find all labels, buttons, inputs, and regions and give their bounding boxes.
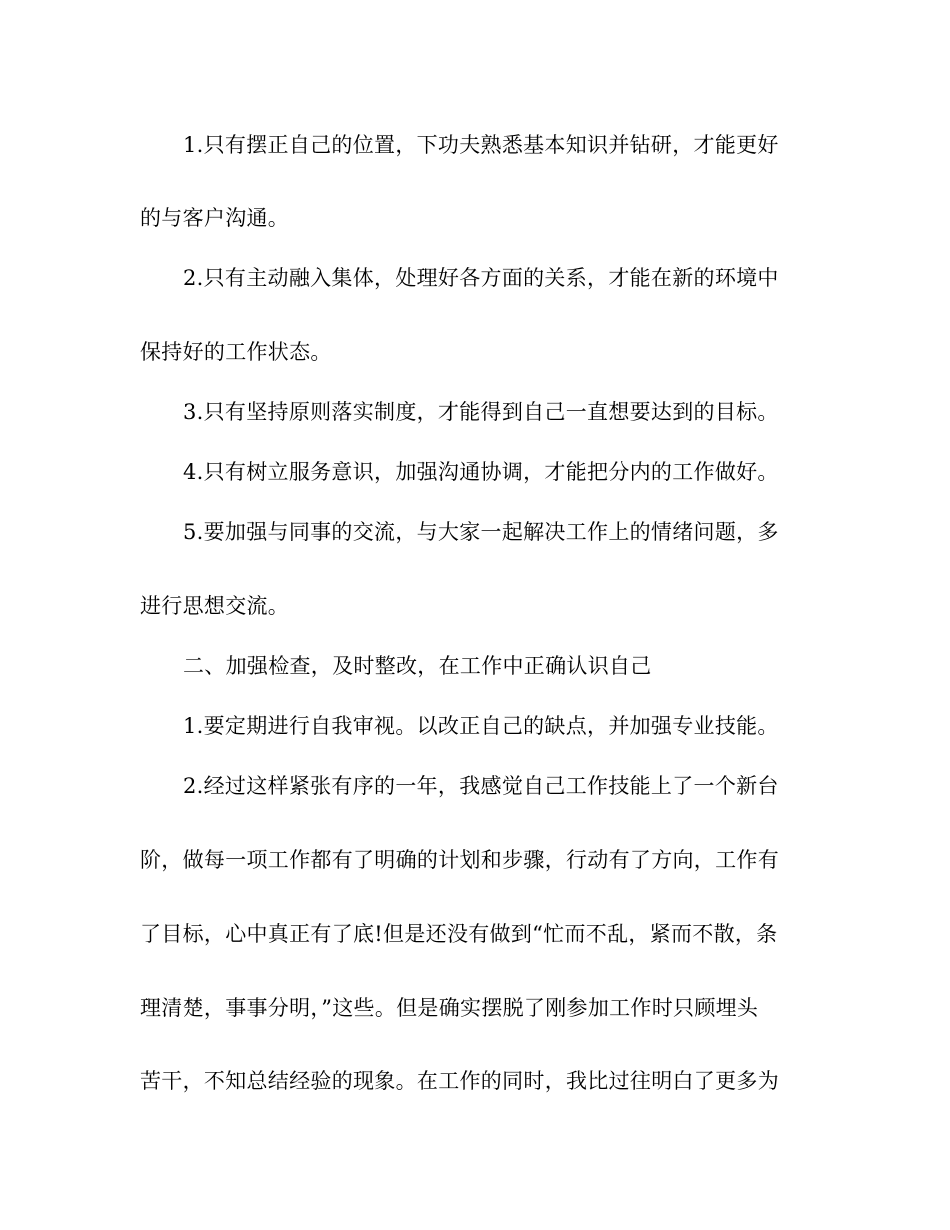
paragraph-line: 苦干，不知总结经验的现象。在工作的同时，我比过往明白了更多为 xyxy=(140,1069,779,1093)
paragraph-line: 的与客户沟通。 xyxy=(140,206,290,230)
paragraph-line: 5.要加强与同事的交流，与大家一起解决工作上的情绪问题，多 xyxy=(183,520,779,544)
paragraph-line: 3.只有坚持原则落实制度，才能得到自己一直想要达到的目标。 xyxy=(183,400,779,424)
paragraph-line: 进行思想交流。 xyxy=(140,594,290,618)
paragraph-line: 2.只有主动融入集体，处理好各方面的关系，才能在新的环境中 xyxy=(183,266,779,290)
paragraph-line: 了目标，心中真正有了底!但是还没有做到“忙而不乱，紧而不散，条 xyxy=(140,922,778,946)
paragraph-line: 保持好的工作状态。 xyxy=(140,340,332,364)
paragraph-line: 阶，做每一项工作都有了明确的计划和步骤，行动有了方向，工作有 xyxy=(140,848,779,872)
section-heading: 二、加强检查，及时整改，在工作中正确认识自己 xyxy=(183,654,652,678)
paragraph-line: 2.经过这样紧张有序的一年，我感觉自己工作技能上了一个新台 xyxy=(183,774,779,798)
paragraph-line: 1.要定期进行自我审视。以改正自己的缺点，并加强专业技能。 xyxy=(183,714,779,738)
paragraph-line: 理清楚，事事分明，”这些。但是确实摆脱了刚参加工作时只顾埋头 xyxy=(140,996,759,1020)
paragraph-line: 4.只有树立服务意识，加强沟通协调，才能把分内的工作做好。 xyxy=(183,460,779,484)
paragraph-line: 1.只有摆正自己的位置，下功夫熟悉基本知识并钻研，才能更好 xyxy=(183,133,779,157)
